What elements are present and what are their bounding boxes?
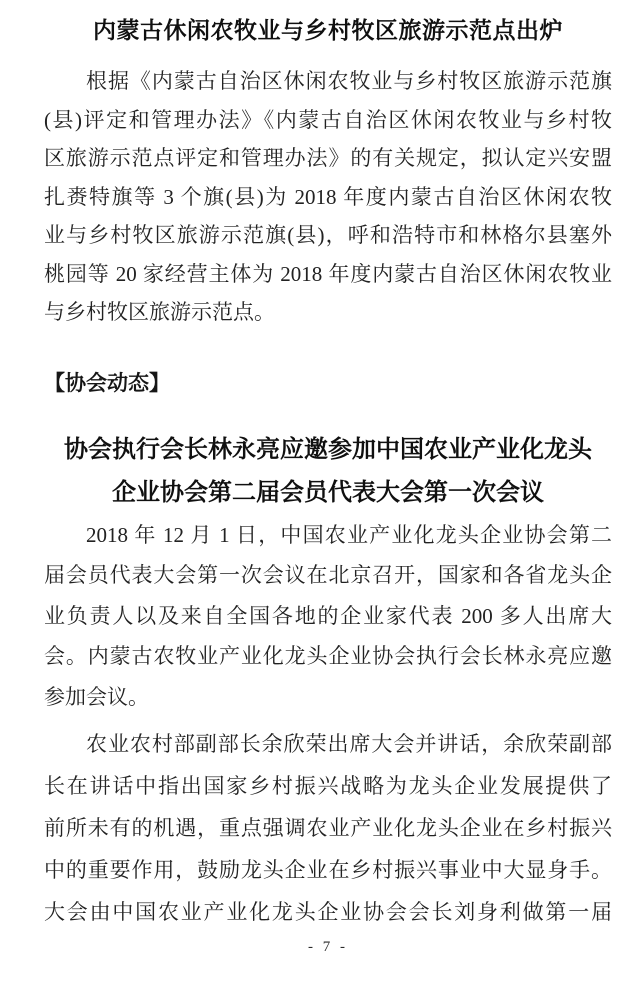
text-line: 大会由中国农业产业化龙头企业协会会长刘身利做第一届	[44, 900, 612, 924]
text-line: 前所未有的机遇，重点强调农业产业化龙头企业在乡村振兴	[44, 816, 612, 840]
page-number: - 7 -	[308, 939, 348, 955]
article2-paragraph-2	[44, 723, 612, 933]
text-line: 区旅游示范点评定和管理办法》的有关规定，拟认定兴安盟	[44, 146, 612, 170]
text-line: 会。内蒙古农牧业产业化龙头企业协会执行会长林永亮应邀	[44, 644, 612, 668]
text-line: 农业农村部副部长余欣荣出席大会并讲话，余欣荣副部	[86, 732, 612, 756]
text-line: 业与乡村牧区旅游示范旗(县)，呼和浩特市和林格尔县塞外	[44, 223, 612, 247]
article2-title-line: 企业协会第二届会员代表大会第一次会议	[112, 479, 544, 506]
text-line: 中的重要作用，鼓励龙头企业在乡村振兴事业中大显身手。	[44, 858, 612, 882]
text-line: 扎赉特旗等 3 个旗(县)为 2018 年度内蒙古自治区休闲农牧	[44, 184, 613, 209]
text-line: 参加会议。	[44, 684, 149, 709]
text-line: 业负责人以及来自全国各地的企业家代表 200 多人出席大	[44, 603, 612, 628]
article2-title	[44, 429, 612, 515]
article2-title-line: 协会执行会长林永亮应邀参加中国农业产业化龙头	[64, 436, 592, 463]
text-line: (县)评定和管理办法》《内蒙古自治区休闲农牧业与乡村牧	[44, 107, 612, 132]
text-line: 届会员代表大会第一次会议在北京召开，国家和各省龙头企	[44, 563, 612, 587]
text-line: 与乡村牧区旅游示范点。	[44, 300, 275, 324]
text-line: 长在讲话中指出国家乡村振兴战略为龙头企业发展提供了	[44, 774, 612, 798]
text-line: 桃园等 20 家经营主体为 2018 年度内蒙古自治区休闲农牧业	[44, 261, 612, 286]
text-line: 2018 年 12 月 1 日，中国农业产业化龙头企业协会第二	[86, 522, 612, 547]
article2-paragraph-1	[44, 515, 612, 718]
text-line: 根据《内蒙古自治区休闲农牧业与乡村牧区旅游示范旗	[86, 69, 612, 93]
section-header-association-news: 【协会动态】	[44, 371, 170, 395]
article1-title: 内蒙古休闲农牧业与乡村牧区旅游示范点出炉	[93, 18, 563, 43]
article1-paragraph	[44, 62, 612, 332]
